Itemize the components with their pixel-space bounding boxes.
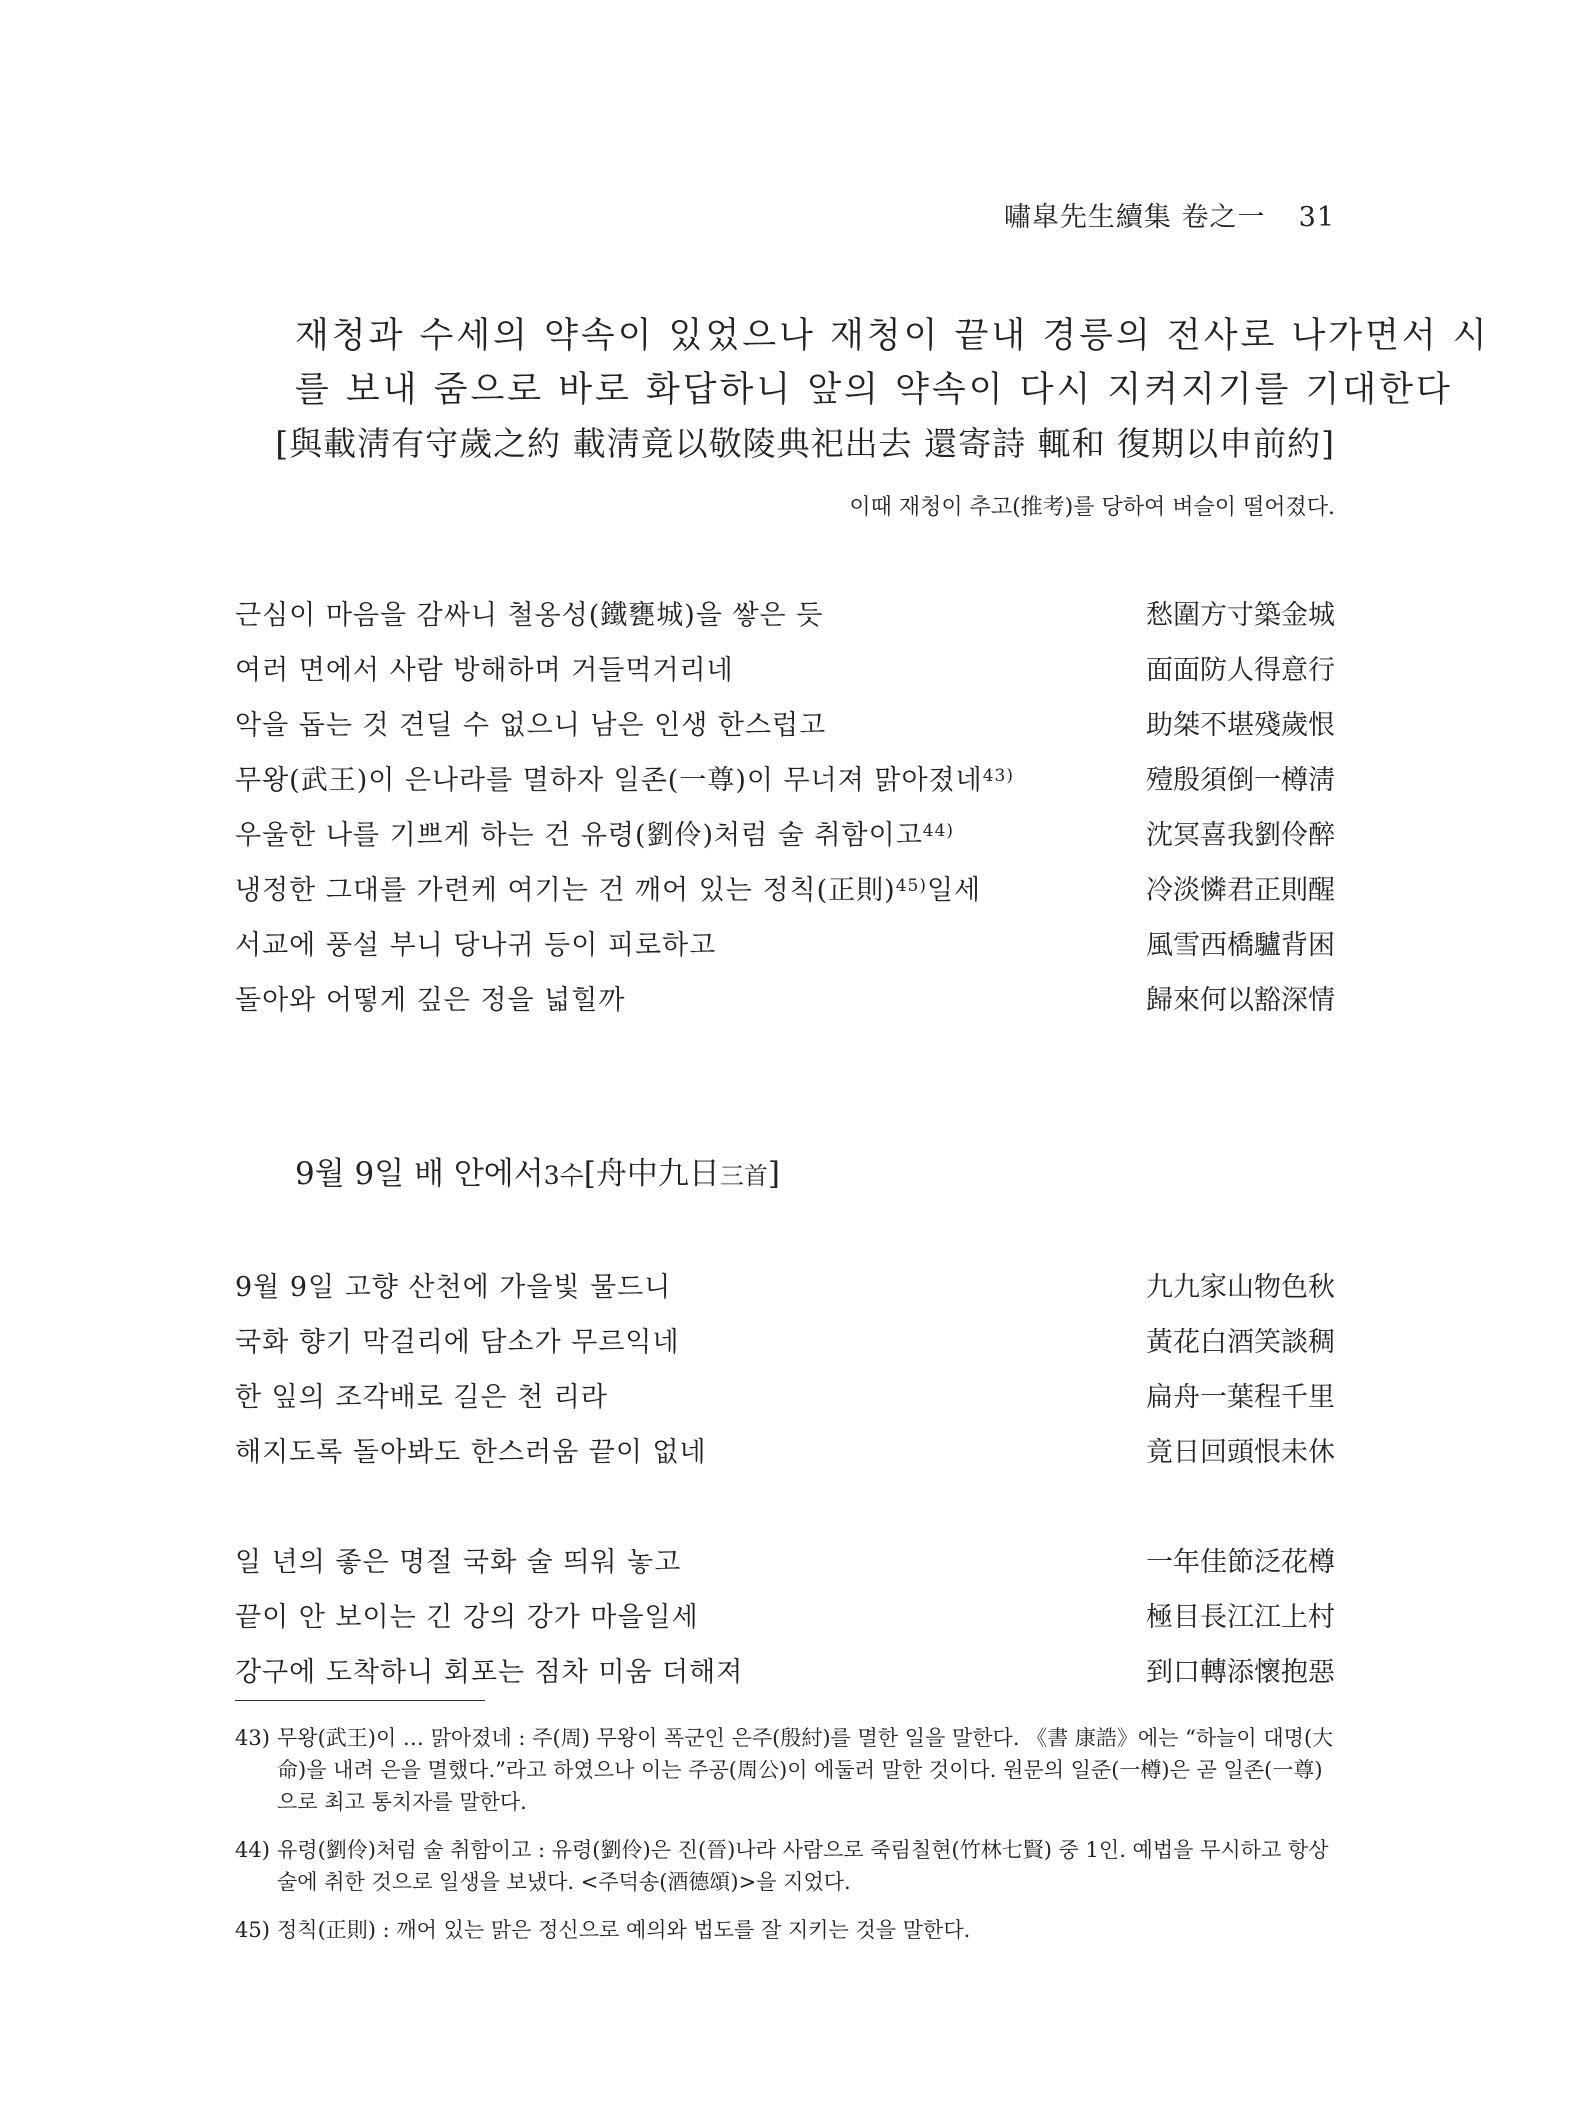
verse-korean: 국화 향기 막걸리에 담소가 무르익네 xyxy=(235,1327,680,1358)
footnote-divider xyxy=(235,1700,485,1701)
verse-row xyxy=(235,978,1335,1018)
verse-korean: 여러 면에서 사람 방해하며 거들먹거리네 xyxy=(235,655,734,686)
verse-hanja: 殪殷須倒一樽淸 xyxy=(1146,765,1335,796)
verse-hanja: 一年佳節泛花樽 xyxy=(1146,1547,1335,1578)
verse-korean: 끝이 안 보이는 긴 강의 강가 마을일세 xyxy=(235,1602,699,1633)
verse-row xyxy=(235,868,1335,908)
verse-row xyxy=(235,923,1335,963)
footnote-text: 무왕(武王)이 … 맑아졌네 : 주(周) 무왕이 폭군인 은주(殷紂)를 멸한 일을 말한다. 《書 康誥》에는 “하늘이 대명(大命)을 내려 은을 멸했다.”라고 하였으나 이는 주공(周公)이 에둘러 말한 것이다. 원문의 일준(一樽)은 곧 일존(一尊)으로 최고 통치자를 말한다. xyxy=(277,1726,1334,1814)
verse-row xyxy=(235,813,1335,853)
verse-hanja: 愁圍方寸築金城 xyxy=(1146,600,1335,631)
verse-row xyxy=(235,648,1335,688)
verse-korean: 무왕(武王)이 은나라를 멸하자 일존(一尊)이 무너져 맑아졌네 xyxy=(235,765,983,796)
verse-hanja: 九九家山物色秋 xyxy=(1146,1272,1335,1303)
verse-hanja: 歸來何以豁深情 xyxy=(1146,985,1335,1016)
verse-korean: 돌아와 어떻게 깊은 정을 넓힐까 xyxy=(235,985,626,1016)
verse-row xyxy=(235,1595,1335,1635)
verse-row xyxy=(235,1540,1335,1580)
verse-row xyxy=(235,593,1335,633)
footnote-number: 44) xyxy=(235,1838,270,1862)
verse-row xyxy=(235,703,1335,743)
verse-hanja: 面面防人得意行 xyxy=(1146,655,1335,686)
section-title-count: 3수 xyxy=(543,1161,584,1190)
footnote-number: 45) xyxy=(235,1918,270,1942)
verse-hanja: 黃花白酒笑談稠 xyxy=(1146,1327,1335,1358)
verse-hanja: 助桀不堪殘歲恨 xyxy=(1146,710,1335,741)
verse-korean: 악을 돕는 것 견딜 수 없으니 남은 인생 한스럽고 xyxy=(235,710,827,741)
verse-hanja: 扁舟一葉程千里 xyxy=(1146,1382,1335,1413)
verse-korean: 9월 9일 고향 산천에 가을빛 물드니 xyxy=(235,1272,672,1303)
footnote-text: 정칙(正則) : 깨어 있는 맑은 정신으로 예의와 법도를 잘 지키는 것을 말한다. xyxy=(277,1918,971,1942)
footnote-ref: 43) xyxy=(982,766,1014,786)
verse-korean: 강구에 도착하니 회포는 점차 미움 더해져 xyxy=(235,1657,744,1688)
verse-korean: 해지도록 돌아봐도 한스러움 끝이 없네 xyxy=(235,1437,707,1468)
verse-korean: 냉정한 그대를 가련케 여기는 건 깨어 있는 정칙(正則) xyxy=(235,875,896,906)
section-title-main: 9월 9일 배 안에서 xyxy=(295,1156,544,1192)
poem-note: 이때 재청이 추고(推考)를 당하여 벼슬이 떨어졌다. xyxy=(849,495,1335,520)
footnote xyxy=(235,1834,1337,1898)
verse-hanja: 竟日回頭恨未休 xyxy=(1146,1437,1335,1468)
footnote-ref: 45) xyxy=(895,876,927,896)
verse-hanja: 極目長江江上村 xyxy=(1146,1602,1335,1633)
footnote-ref: 44) xyxy=(922,821,955,841)
verse-row xyxy=(235,1320,1335,1360)
book-title: 嘯皐先生續集 卷之一 xyxy=(1003,202,1266,233)
poem-title-line-2: 를 보내 줌으로 바로 화답하니 앞의 약속이 다시 지켜지기를 기대한다 xyxy=(295,370,1453,410)
footnote-text: 유령(劉伶)처럼 술 취함이고 : 유령(劉伶)은 진(晉)나라 사람으로 죽림칠현(竹林七賢) 중 1인. 예법을 무시하고 항상 술에 취한 것으로 일생을 보냈다. <주덕송(酒德頌)>을 지었다. xyxy=(277,1838,1329,1894)
section-title-hanja-small: 三首 xyxy=(719,1162,768,1190)
verse-row xyxy=(235,1375,1335,1415)
page-number: 31 xyxy=(1298,202,1335,233)
verse-row xyxy=(235,758,1335,798)
verse-hanja: 沈冥喜我劉伶醉 xyxy=(1146,820,1335,851)
verse-korean: 일 년의 좋은 명절 국화 술 띄워 놓고 xyxy=(235,1547,682,1578)
running-header xyxy=(1004,195,1335,234)
section-title-close: ] xyxy=(767,1156,780,1192)
verse-hanja: 風雪西橋驢背困 xyxy=(1146,930,1335,961)
verse-hanja: 冷淡憐君正則醒 xyxy=(1146,875,1335,906)
verse-korean-tail: 일세 xyxy=(926,875,982,906)
verse-korean: 한 잎의 조각배로 길은 천 리라 xyxy=(235,1382,608,1413)
footnote xyxy=(235,1722,1337,1818)
verse-hanja: 到口轉添懷抱惡 xyxy=(1146,1657,1335,1688)
verse-row xyxy=(235,1265,1335,1305)
poem-title-line-1: 재청과 수세의 약속이 있었으나 재청이 끝내 경릉의 전사로 나가면서 시 xyxy=(295,316,1490,356)
verse-korean: 근심이 마음을 감싸니 철옹성(鐵甕城)을 쌓은 듯 xyxy=(235,600,824,631)
footnote-number: 43) xyxy=(235,1726,270,1750)
verse-row xyxy=(235,1650,1335,1690)
section-title-hanja: [舟中九日 xyxy=(583,1156,720,1192)
footnote xyxy=(235,1914,1337,1946)
section-title xyxy=(295,1148,780,1193)
verse-korean: 우울한 나를 기쁘게 하는 건 유령(劉伶)처럼 술 취함이고 xyxy=(235,820,923,851)
verse-korean: 서교에 풍설 부니 당나귀 등이 피로하고 xyxy=(235,930,717,961)
verse-row xyxy=(235,1430,1335,1470)
poem-title-hanja: [與載淸有守歲之約 載淸竟以敬陵典祀出去 還寄詩 輒和 復期以申前約] xyxy=(275,424,1335,463)
